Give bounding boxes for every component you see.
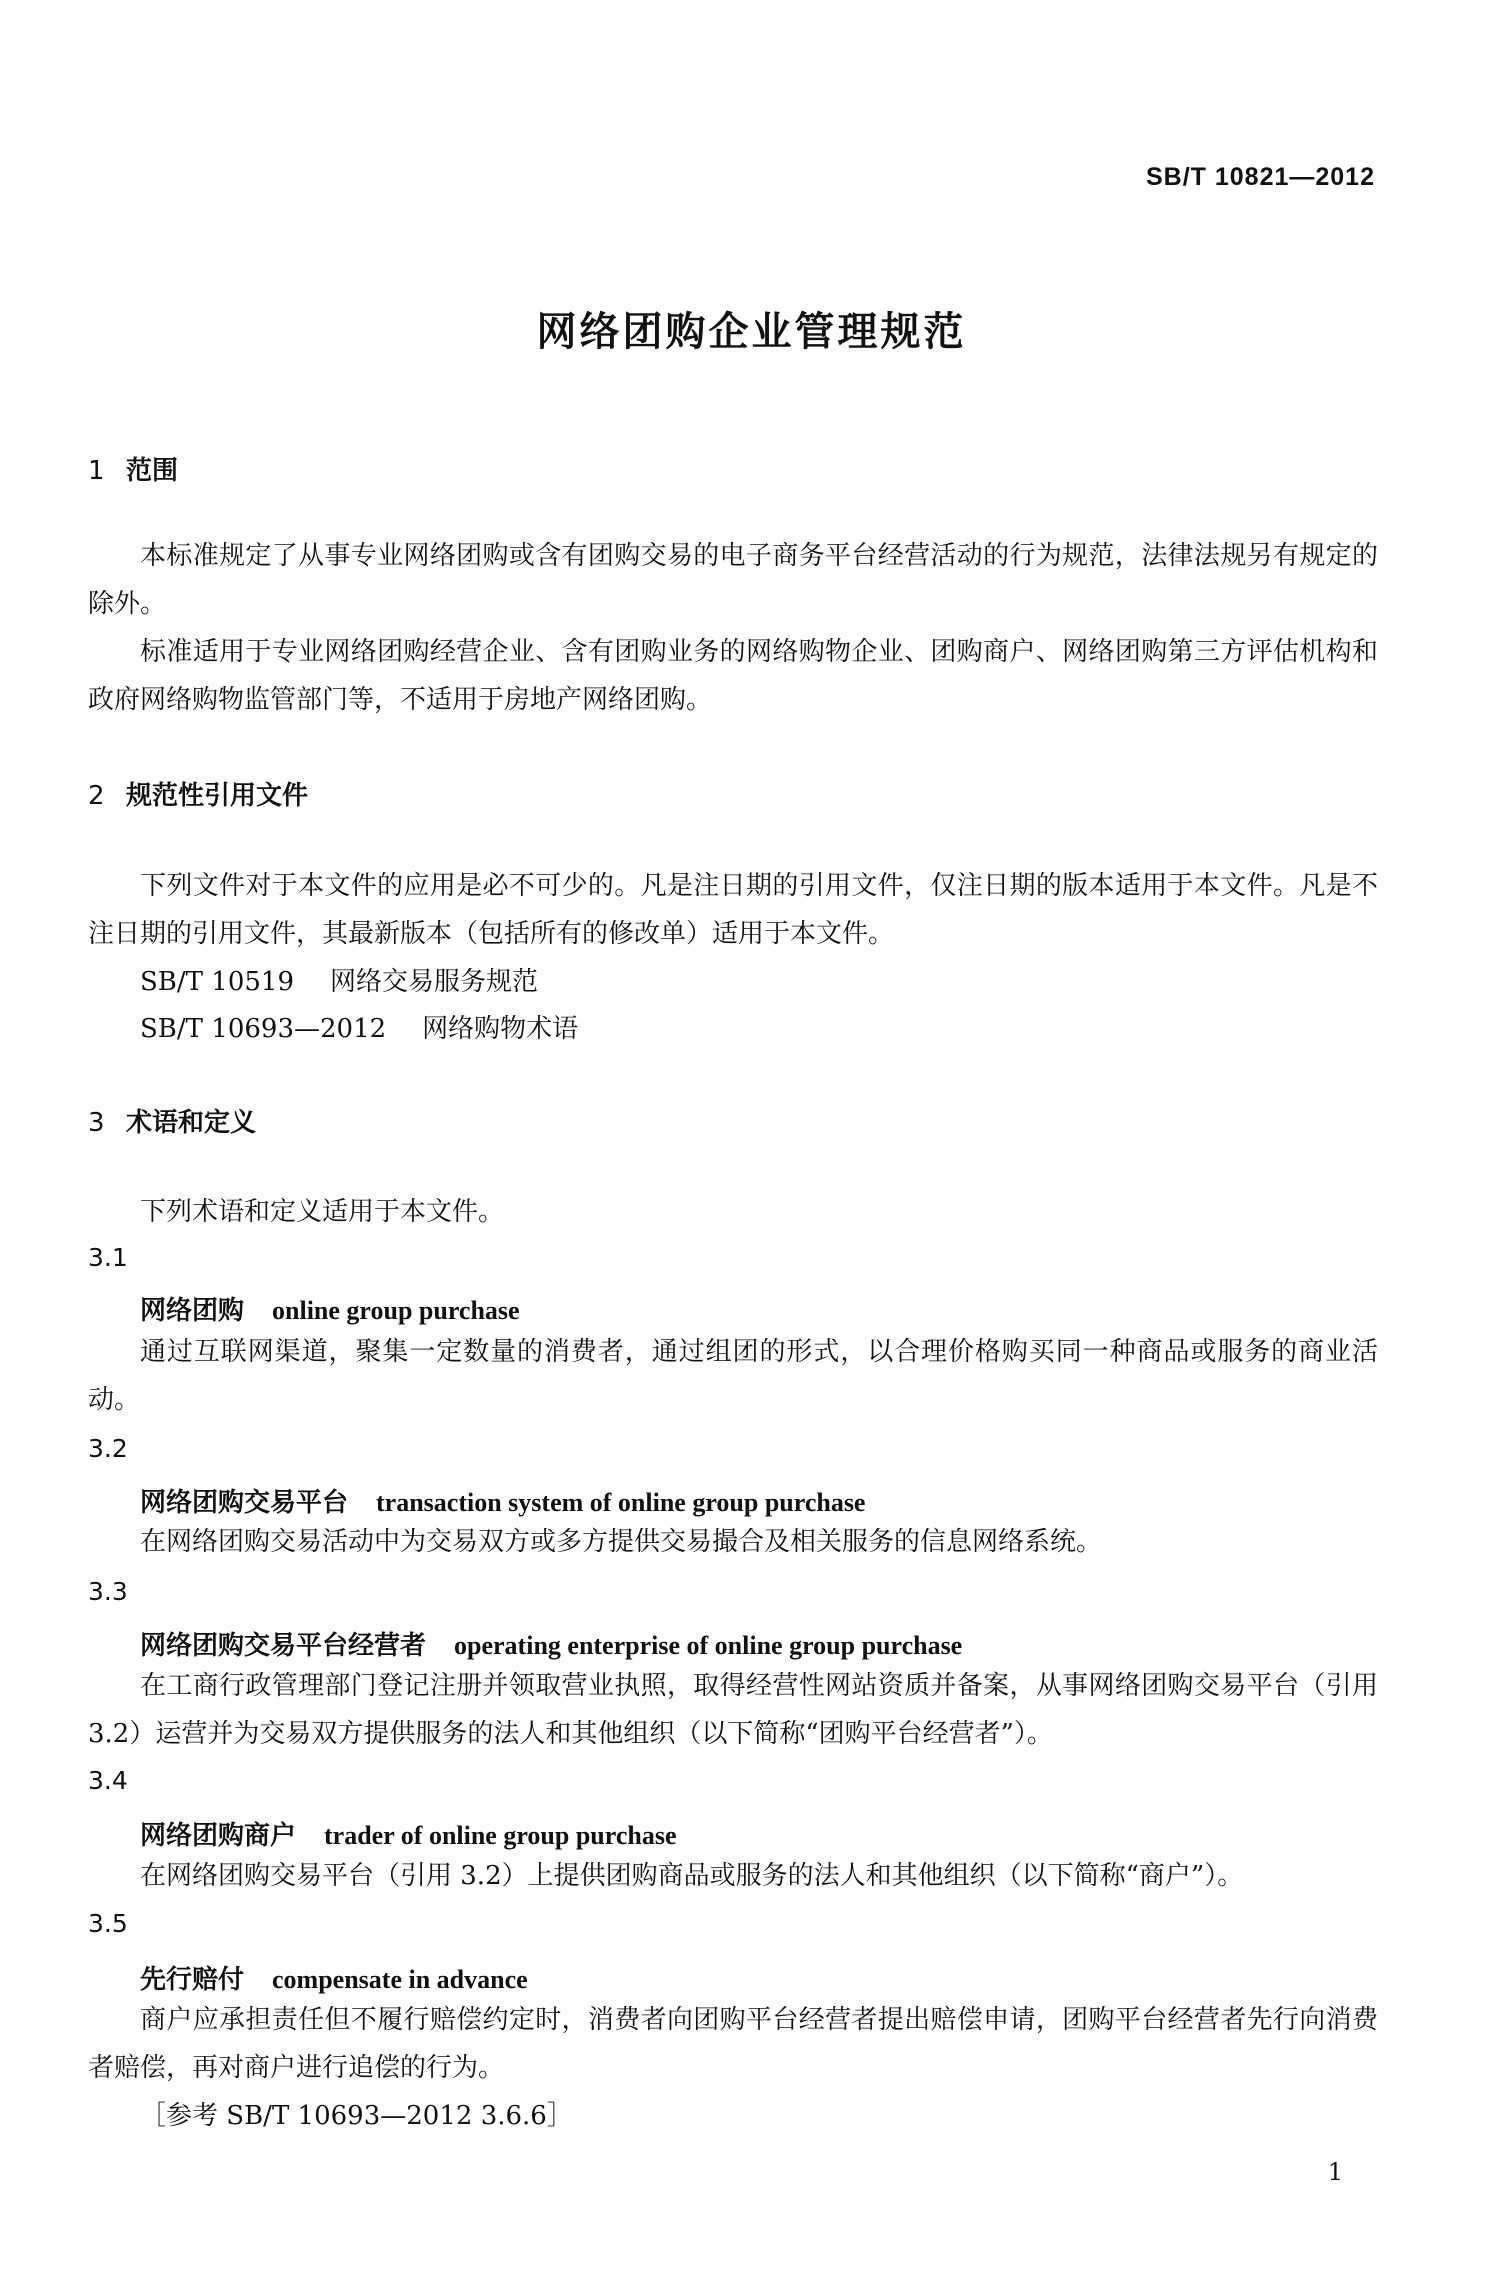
term-definition: 通过互联网渠道，聚集一定数量的消费者，通过组团的形式，以合理价格购买同一种商品或服务的商业活动。 [88,1337,1378,1415]
term-number: 3.5 [88,1909,128,1938]
term-english: transaction system of online group purchase [376,1488,866,1517]
section-heading [88,450,178,487]
section-number: 1 [88,456,105,486]
standard-number: SB/T 10821—2012 [1145,163,1375,191]
term-english: trader of online group purchase [324,1821,677,1850]
paragraph: 标准适用于专业网络团购经营企业、含有团购业务的网络购物企业、团购商户、网络团购第三方评估机构和政府网络购物监管部门等，不适用于房地产网络团购。 [88,637,1378,715]
term-definition: 在网络团购交易平台（引用 3.2）上提供团购商品或服务的法人和其他组织（以下简称“商户”）。 [140,1861,1244,1891]
reference-code: SB/T 10519 [140,967,294,997]
term-definition: 在工商行政管理部门登记注册并领取营业执照，取得经营性网站资质并备案，从事网络团购交易平台（引用 3.2）运营并为交易双方提供服务的法人和其他组织（以下简称“团购平台经营者”）。 [88,1671,1378,1749]
section-title: 规范性引用文件 [126,781,309,811]
term-heading [140,1815,677,1852]
term-english: compensate in advance [272,1965,528,1994]
term-number: 3.3 [88,1577,128,1606]
reference-item [140,1008,578,1045]
section-title: 术语和定义 [126,1108,257,1138]
term-heading [140,1290,520,1327]
paragraph: 下列术语和定义适用于本文件。 [140,1197,505,1227]
term-chinese: 网络团购交易平台 [140,1488,349,1518]
reference-title: 网络交易服务规范 [330,967,539,997]
term-number: 3.1 [88,1243,128,1272]
term-chinese: 网络团购交易平台经营者 [140,1631,427,1661]
reference-title: 网络购物术语 [422,1014,579,1044]
term-definition: 商户应承担责任但不履行赔偿约定时，消费者向团购平台经营者提出赔偿申请，团购平台经营者先行向消费者赔偿，再对商户进行追偿的行为。 [88,2005,1378,2083]
section-title: 范围 [126,456,179,486]
term-chinese: 网络团购 [140,1296,245,1326]
term-number: 3.4 [88,1766,128,1795]
term-heading [140,1482,865,1519]
page-number: 1 [1327,2158,1343,2186]
section-heading [88,1102,256,1139]
term-heading [140,1959,528,1996]
section-number: 2 [88,781,105,811]
document-title: 网络团购企业管理规范 [536,309,967,355]
term-chinese: 网络团购商户 [140,1821,297,1851]
term-english: operating enterprise of online group purchase [454,1631,963,1660]
paragraph: 本标准规定了从事专业网络团购或含有团购交易的电子商务平台经营活动的行为规范，法律法规另有规定的除外。 [88,541,1378,619]
term-definition: 在网络团购交易活动中为交易双方或多方提供交易撮合及相关服务的信息网络系统。 [140,1527,1103,1557]
term-chinese: 先行赔付 [140,1965,245,1995]
term-reference-note: ［参考 SB/T 10693—2012 3.6.6］ [140,2101,573,2131]
term-heading [140,1625,962,1662]
term-english: online group purchase [272,1296,520,1325]
term-number: 3.2 [88,1434,128,1463]
section-heading [88,775,308,812]
section-number: 3 [88,1108,105,1138]
reference-item [140,961,538,998]
reference-code: SB/T 10693—2012 [140,1014,387,1044]
paragraph: 下列文件对于本文件的应用是必不可少的。凡是注日期的引用文件，仅注日期的版本适用于本文件。凡是不注日期的引用文件，其最新版本（包括所有的修改单）适用于本文件。 [88,871,1378,949]
